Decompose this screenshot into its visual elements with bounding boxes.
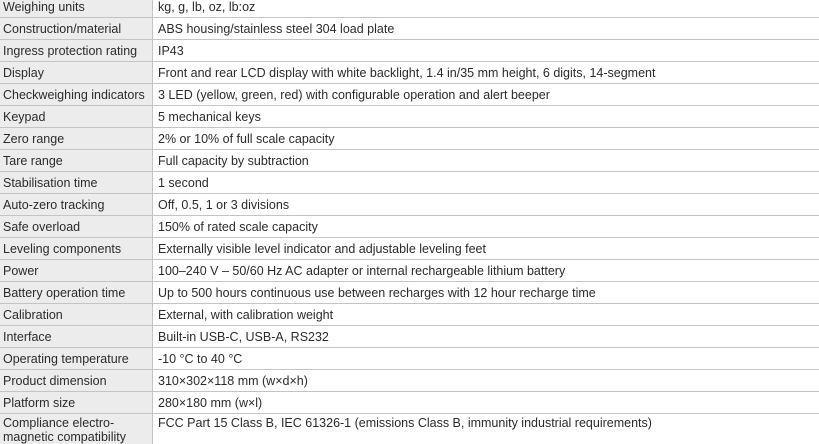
spec-value: 2% or 10% of full scale capacity <box>153 128 819 150</box>
spec-row-leveling-components <box>0 238 819 260</box>
spec-label: Checkweighing indicators <box>0 84 153 106</box>
spec-label: Weighing units <box>0 0 153 18</box>
spec-label: Ingress protection rating <box>0 40 153 62</box>
spec-value: ABS housing/stainless steel 304 load plate <box>153 18 819 40</box>
spec-value: 5 mechanical keys <box>153 106 819 128</box>
spec-label: Battery operation time <box>0 282 153 304</box>
spec-label: Platform size <box>0 392 153 414</box>
spec-row-keypad <box>0 106 819 128</box>
spec-value: Built-in USB-C, USB-A, RS232 <box>153 326 819 348</box>
spec-value: Off, 0.5, 1 or 3 divisions <box>153 194 819 216</box>
spec-row-zero-range <box>0 128 819 150</box>
spec-row-ingress-protection <box>0 40 819 62</box>
spec-value: Externally visible level indicator and adjustable leveling feet <box>153 238 819 260</box>
spec-label: Power <box>0 260 153 282</box>
spec-value: -10 °C to 40 °C <box>153 348 819 370</box>
spec-row-compliance-emc <box>0 414 819 444</box>
spec-label: Leveling components <box>0 238 153 260</box>
spec-row-power <box>0 260 819 282</box>
spec-label: Safe overload <box>0 216 153 238</box>
spec-label: Calibration <box>0 304 153 326</box>
spec-value: 3 LED (yellow, green, red) with configurable operation and alert beeper <box>153 84 819 106</box>
spec-value: External, with calibration weight <box>153 304 819 326</box>
spec-value: Up to 500 hours continuous use between recharges with 12 hour recharge time <box>153 282 819 304</box>
spec-row-construction-material <box>0 18 819 40</box>
spec-label: Interface <box>0 326 153 348</box>
spec-label: Display <box>0 62 153 84</box>
spec-row-calibration <box>0 304 819 326</box>
spec-label: Stabilisation time <box>0 172 153 194</box>
spec-value: IP43 <box>153 40 819 62</box>
spec-row-tare-range <box>0 150 819 172</box>
spec-value: 280×180 mm (w×l) <box>153 392 819 414</box>
spec-label: Compliance electro-magnetic compatibility <box>0 414 153 444</box>
spec-label: Tare range <box>0 150 153 172</box>
spec-row-interface <box>0 326 819 348</box>
spec-row-operating-temperature <box>0 348 819 370</box>
spec-row-weighing-units <box>0 0 819 18</box>
spec-value: FCC Part 15 Class B, IEC 61326-1 (emissions Class B, immunity industrial requirements) <box>153 414 819 444</box>
spec-label: Keypad <box>0 106 153 128</box>
spec-value: kg, g, lb, oz, lb:oz <box>153 0 819 18</box>
spec-row-auto-zero-tracking <box>0 194 819 216</box>
spec-value: 310×302×118 mm (w×d×h) <box>153 370 819 392</box>
spec-row-safe-overload <box>0 216 819 238</box>
spec-row-product-dimension <box>0 370 819 392</box>
spec-row-platform-size <box>0 392 819 414</box>
spec-value: Full capacity by subtraction <box>153 150 819 172</box>
spec-row-checkweighing-indicators <box>0 84 819 106</box>
spec-label: Zero range <box>0 128 153 150</box>
spec-label: Auto-zero tracking <box>0 194 153 216</box>
spec-row-stabilisation-time <box>0 172 819 194</box>
spec-value: 100–240 V – 50/60 Hz AC adapter or internal rechargeable lithium battery <box>153 260 819 282</box>
spec-label: Operating temperature <box>0 348 153 370</box>
spec-value: 1 second <box>153 172 819 194</box>
spec-row-display <box>0 62 819 84</box>
spec-row-battery-operation-time <box>0 282 819 304</box>
spec-value: Front and rear LCD display with white backlight, 1.4 in/35 mm height, 6 digits, 14-segment <box>153 62 819 84</box>
spec-value: 150% of rated scale capacity <box>153 216 819 238</box>
spec-label: Product dimension <box>0 370 153 392</box>
spec-label: Construction/material <box>0 18 153 40</box>
